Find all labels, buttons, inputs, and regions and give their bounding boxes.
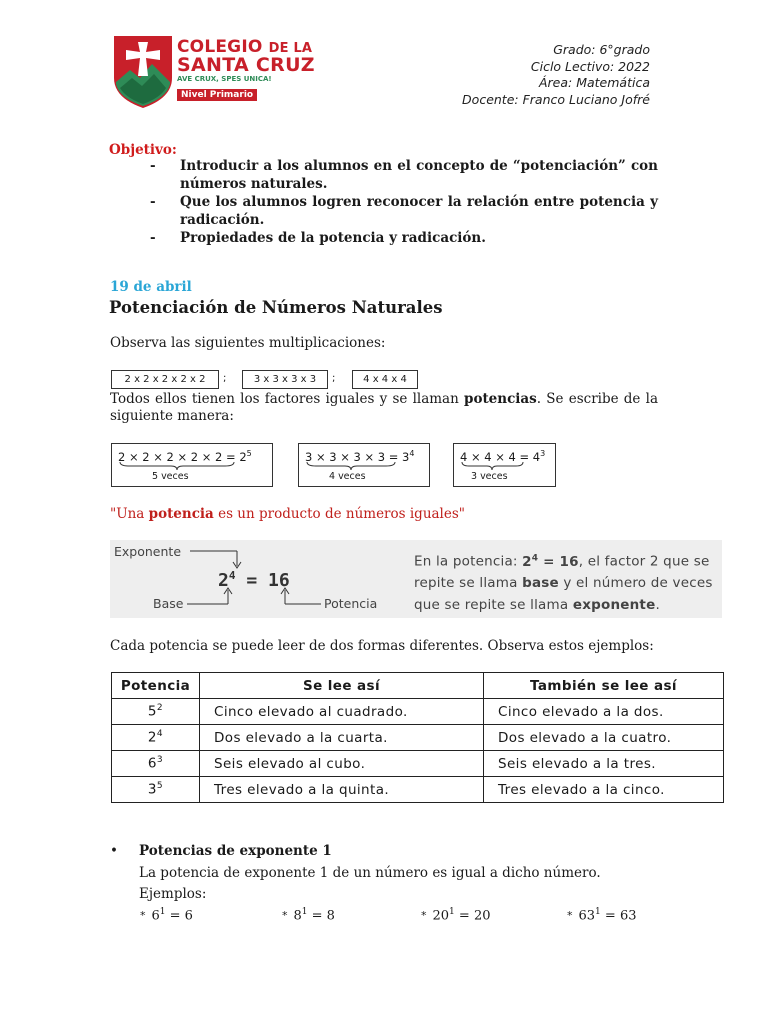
dash: - bbox=[150, 194, 156, 210]
power-box: $4 \times 4 \times 4 = 4^3$ 3 veces bbox=[453, 443, 556, 487]
star-icon: * bbox=[567, 909, 573, 923]
subsection-text: La potencia de exponente 1 de un número es igual a dicho número. bbox=[139, 865, 601, 881]
example-item: * $63^1 = 63$ bbox=[567, 907, 637, 924]
dash: - bbox=[150, 158, 156, 174]
power-box: $3 \times 3 \times 3 \times 3 = 3^4$ 4 veces bbox=[298, 443, 430, 487]
brace-icon bbox=[119, 461, 235, 471]
column-header: Potencia bbox=[112, 673, 200, 699]
example-item: * $20^1 = 20$ bbox=[421, 907, 491, 924]
power-box: $2 \times 2 \times 2 \times 2 \times 2 = 2^5$ 5 veces bbox=[111, 443, 273, 487]
table-row: $3^5$ Tres elevado a la quinta. Tres elevado a la cinco. bbox=[112, 777, 724, 803]
objective-title: Objetivo: bbox=[109, 142, 177, 158]
column-header: Se lee así bbox=[200, 673, 484, 699]
example-item: * $8^1 = 8$ bbox=[282, 907, 335, 924]
intro-text: Observa las siguientes multiplicaciones: bbox=[110, 335, 386, 351]
section-title: Potenciación de Números Naturales bbox=[109, 298, 443, 317]
school-year: Ciclo Lectivo: 2022 bbox=[530, 58, 650, 74]
times-label: 5 veces bbox=[152, 471, 189, 482]
examples-label: Ejemplos: bbox=[139, 886, 207, 902]
lesson-date: 19 de abril bbox=[110, 279, 192, 295]
star-icon: * bbox=[140, 909, 146, 923]
power-description: En la potencia: $2^4 = 16$, el factor 2 que se repite se llama base y el número de veces que se repite se llama exponente. bbox=[414, 553, 713, 613]
brace-icon bbox=[306, 461, 396, 471]
objective-item: - Propiedades de la potencia y radicación. bbox=[150, 230, 486, 246]
logo-line1: COLEGIO bbox=[177, 37, 263, 57]
logo-motto: AVE CRUX, SPES UNICA! bbox=[177, 75, 272, 83]
teacher: Docente: Franco Luciano Jofré bbox=[462, 91, 650, 107]
definition-quote: "Una potencia es un producto de números iguales" bbox=[110, 506, 466, 522]
power-expression: $2^4 = 16$ bbox=[218, 569, 290, 591]
power-diagram-panel bbox=[110, 540, 722, 618]
powers-table bbox=[111, 672, 724, 803]
base-label: Base bbox=[153, 596, 184, 611]
factors-paragraph: Todos ellos tienen los factores iguales y se llaman potencias. Se escribe de la siguiente manera: bbox=[110, 391, 658, 424]
keyword-potencias: potencias bbox=[464, 391, 537, 407]
read-intro: Cada potencia se puede leer de dos formas diferentes. Observa estos ejemplos: bbox=[110, 638, 654, 654]
times-label: 4 veces bbox=[329, 471, 366, 482]
multiplication-box: 3 x 3 x 3 x 3 bbox=[242, 370, 328, 389]
logo-line2: SANTA CRUZ bbox=[177, 54, 315, 76]
subject-area: Área: Matemática bbox=[538, 75, 650, 90]
table-row: $6^3$ Seis elevado al cubo. Seis elevado a la tres. bbox=[112, 751, 724, 777]
subsection-title: Potencias de exponente 1 bbox=[139, 843, 332, 859]
star-icon: * bbox=[421, 909, 427, 923]
times-label: 3 veces bbox=[471, 471, 508, 482]
logo-level-badge: Nivel Primario bbox=[177, 89, 257, 101]
header-info bbox=[462, 42, 650, 108]
power-label: Potencia bbox=[324, 596, 378, 611]
logo-line1b: DE LA bbox=[268, 41, 313, 56]
objective-list bbox=[150, 158, 658, 249]
table-row: $5^2$ Cinco elevado al cuadrado. Cinco elevado a la dos. bbox=[112, 699, 724, 725]
objective-item: - Que los alumnos logren reconocer la relación entre potencia y radicación. bbox=[150, 194, 658, 228]
example-item: * $6^1 = 6$ bbox=[140, 907, 193, 924]
bullet-icon: • bbox=[110, 843, 118, 859]
separator: ; bbox=[332, 373, 336, 384]
multiplication-box: 2 x 2 x 2 x 2 x 2 bbox=[111, 370, 219, 389]
separator: ; bbox=[223, 373, 227, 384]
star-icon: * bbox=[282, 909, 288, 923]
grade: Grado: 6°grado bbox=[553, 42, 650, 57]
table-header-row bbox=[112, 673, 724, 699]
table-row: $2^4$ Dos elevado a la cuarta. Dos elevado a la cuatro. bbox=[112, 725, 724, 751]
brace-icon bbox=[461, 461, 525, 471]
dash: - bbox=[150, 230, 156, 246]
school-crest-logo bbox=[112, 32, 174, 110]
column-header: También se lee así bbox=[484, 673, 724, 699]
multiplication-box: 4 x 4 x 4 bbox=[352, 370, 418, 389]
exponent-label: Exponente bbox=[114, 544, 182, 559]
objective-item: - Introducir a los alumnos en el concepto de “potenciación” con números naturales. bbox=[150, 158, 658, 192]
